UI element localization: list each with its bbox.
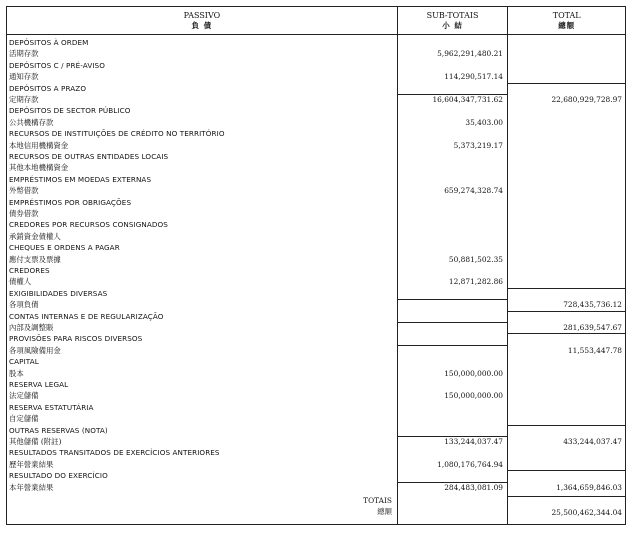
row-subtotal bbox=[397, 231, 507, 242]
row-pt bbox=[6, 333, 626, 344]
row-subtotal: 16,604,347,731.62 bbox=[432, 95, 503, 104]
row-pt bbox=[6, 379, 626, 390]
row-pt bbox=[6, 128, 626, 139]
row-label-pt: CHEQUES E ORDENS A PAGAR bbox=[9, 243, 120, 253]
row-label-pt: CREDORES bbox=[9, 266, 50, 275]
row-pt bbox=[6, 60, 626, 71]
row-label-pt: RECURSOS DE INSTITUIÇÕES DE CRÉDITO NO TERRITÓRIO bbox=[9, 129, 225, 139]
row-label-zh: 其他本地機構資金 bbox=[9, 163, 69, 173]
row-pt bbox=[6, 242, 626, 253]
row-subtotal: 150,000,000.00 bbox=[444, 391, 503, 401]
row-total bbox=[507, 208, 625, 219]
row-zh bbox=[6, 71, 626, 82]
row-zh bbox=[6, 345, 626, 356]
row-subtotal: 5,373,219.17 bbox=[453, 140, 503, 150]
row-zh bbox=[6, 48, 626, 59]
row-label-pt: DEPÓSITOS A PRAZO bbox=[9, 83, 87, 93]
row-label-zh: 債券借款 bbox=[9, 209, 39, 218]
row-total bbox=[507, 231, 625, 242]
row-subtotal bbox=[397, 162, 507, 173]
row-pt bbox=[6, 83, 626, 94]
row-pt bbox=[6, 356, 626, 367]
row-pt bbox=[6, 402, 626, 413]
row-total bbox=[507, 162, 625, 173]
row-total: 11,553,447.78 bbox=[567, 345, 622, 355]
row-pt bbox=[6, 311, 626, 322]
subtotal-rule bbox=[397, 482, 507, 483]
header-passivo-zh: 負 債 bbox=[191, 20, 213, 30]
row-pt bbox=[6, 219, 626, 230]
header-total-pt: TOTAL bbox=[552, 10, 581, 20]
row-zh bbox=[6, 162, 626, 173]
row-pt bbox=[6, 265, 626, 276]
row-zh bbox=[6, 208, 626, 219]
row-subtotal: 1,080,176,764.94 bbox=[437, 459, 503, 469]
row-label-pt: DEPÓSITOS DE SECTOR PÚBLICO bbox=[9, 106, 131, 116]
row-label-zh: 股本 bbox=[9, 368, 24, 378]
totals-rule bbox=[507, 496, 625, 497]
row-zh bbox=[6, 117, 626, 128]
row-zh bbox=[6, 231, 626, 242]
row-zh bbox=[6, 276, 626, 287]
row-label-pt: RESERVA ESTATUTÁRIA bbox=[9, 402, 94, 412]
row-label-zh: 公共機構存款 bbox=[9, 117, 54, 127]
table-header bbox=[6, 6, 626, 35]
row-label-zh: 各項負債 bbox=[9, 300, 39, 310]
bottom-border bbox=[6, 524, 626, 525]
row-total bbox=[507, 117, 625, 128]
row-total bbox=[507, 459, 625, 470]
row-total: 433,244,037.47 bbox=[563, 437, 622, 446]
row-pt bbox=[6, 447, 626, 458]
row-subtotal: 133,244,037.47 bbox=[444, 437, 503, 446]
row-subtotal: 5,962,291,480.21 bbox=[437, 49, 503, 59]
row-label-zh: 外幣借款 bbox=[9, 186, 39, 196]
row-zh bbox=[6, 140, 626, 151]
row-subtotal: 659,274,328.74 bbox=[444, 186, 503, 196]
row-total: 22,680,929,728.97 bbox=[551, 95, 622, 104]
totais-label-pt: TOTAIS bbox=[363, 496, 392, 505]
total-rule bbox=[507, 425, 625, 426]
header-total bbox=[508, 7, 626, 34]
row-label-zh: 承銷資金債權人 bbox=[9, 231, 61, 241]
row-total bbox=[507, 140, 625, 151]
row-label-zh: 通知存款 bbox=[9, 72, 39, 82]
totais-label-zh: 總額 bbox=[377, 507, 392, 516]
row-label-zh: 其他儲備 (附註) bbox=[9, 437, 62, 446]
row-zh bbox=[6, 254, 626, 265]
subtotal-rule bbox=[397, 322, 507, 323]
header-subtotais bbox=[398, 7, 509, 34]
table-body bbox=[6, 35, 626, 524]
total-rule bbox=[507, 333, 625, 334]
row-label-zh: 活期存款 bbox=[9, 49, 39, 59]
row-zh bbox=[6, 390, 626, 401]
row-zh bbox=[6, 322, 626, 333]
row-total bbox=[507, 185, 625, 196]
subtotal-rule bbox=[397, 345, 507, 346]
row-subtotal: 50,881,502.35 bbox=[448, 254, 503, 264]
row-label-pt: RESULTADOS TRANSITADOS DE EXERCÍCIOS ANTERIORES bbox=[9, 448, 220, 458]
row-label-pt: RESULTADO DO EXERCÍCIO bbox=[9, 471, 108, 481]
total-rule bbox=[507, 311, 625, 312]
row-total bbox=[507, 276, 625, 287]
row-subtotal: 150,000,000.00 bbox=[444, 368, 503, 378]
row-total: 281,639,547.67 bbox=[563, 323, 622, 332]
row-label-pt: DEPÓSITOS À ORDEM bbox=[9, 38, 89, 47]
row-label-pt: EMPRÉSTIMOS EM MOEDAS EXTERNAS bbox=[9, 174, 152, 184]
row-total bbox=[507, 254, 625, 265]
row-total: 1,364,659,846.03 bbox=[556, 482, 622, 492]
row-subtotal bbox=[397, 345, 507, 356]
row-subtotal bbox=[397, 208, 507, 219]
row-subtotal bbox=[397, 299, 507, 310]
row-subtotal: 114,290,517.14 bbox=[444, 72, 503, 82]
row-label-pt: CAPITAL bbox=[9, 357, 39, 367]
row-pt bbox=[6, 470, 626, 481]
row-label-zh: 歷年營業結果 bbox=[9, 459, 54, 469]
row-label-pt: RECURSOS DE OUTRAS ENTIDADES LOCAIS bbox=[9, 152, 169, 161]
row-pt bbox=[6, 288, 626, 299]
subtotal-rule bbox=[397, 94, 507, 95]
total-rule bbox=[507, 470, 625, 471]
row-subtotal: 12,871,282.86 bbox=[448, 277, 503, 287]
row-label-pt: RESERVA LEGAL bbox=[9, 380, 69, 389]
row-label-pt: OUTRAS RESERVAS (NOTA) bbox=[9, 425, 108, 435]
row-pt bbox=[6, 197, 626, 208]
row-pt bbox=[6, 174, 626, 185]
row-zh bbox=[6, 299, 626, 310]
row-label-pt: DEPÓSITOS C / PRÉ-AVISO bbox=[9, 60, 105, 70]
row-label-zh: 各項風險備用金 bbox=[9, 345, 61, 355]
row-total bbox=[507, 71, 625, 82]
row-subtotal bbox=[397, 413, 507, 424]
row-label-zh: 定期存款 bbox=[9, 95, 39, 104]
row-label-zh: 本地信用機構資金 bbox=[9, 140, 69, 150]
total-rule bbox=[507, 83, 625, 84]
header-subtotais-pt: SUB-TOTAIS bbox=[426, 10, 479, 20]
row-total bbox=[507, 368, 625, 379]
row-zh bbox=[6, 436, 626, 447]
totais-value: 25,500,462,344.04 bbox=[551, 508, 622, 517]
row-label-pt: EXIGIBILIDADES DIVERSAS bbox=[9, 288, 108, 298]
row-subtotal bbox=[397, 322, 507, 333]
header-subtotais-zh: 小 結 bbox=[442, 20, 463, 30]
row-pt bbox=[6, 37, 626, 48]
row-zh bbox=[6, 482, 626, 493]
row-label-pt: EMPRÉSTIMOS POR OBRIGAÇÕES bbox=[9, 197, 132, 207]
row-total bbox=[507, 413, 625, 424]
row-label-pt: PROVISÕES PARA RISCOS DIVERSOS bbox=[9, 334, 143, 344]
row-zh bbox=[6, 459, 626, 470]
row-subtotal: 35,403.00 bbox=[465, 117, 503, 127]
row-total bbox=[507, 48, 625, 59]
row-label-zh: 債權人 bbox=[9, 277, 32, 287]
row-zh bbox=[6, 185, 626, 196]
liabilities-table bbox=[6, 6, 626, 524]
header-passivo-pt: PASSIVO bbox=[183, 10, 221, 20]
row-label-pt: CONTAS INTERNAS E DE REGULARIZAÇÃO bbox=[9, 311, 164, 321]
header-total-zh: 總額 bbox=[558, 20, 576, 30]
row-zh bbox=[6, 413, 626, 424]
row-label-zh: 自定儲備 bbox=[9, 414, 39, 424]
row-label-zh: 應付支票及票據 bbox=[9, 254, 61, 264]
subtotal-rule bbox=[397, 299, 507, 300]
row-pt bbox=[6, 425, 626, 436]
row-subtotal: 284,483,081.09 bbox=[444, 482, 503, 492]
row-label-pt: CREDORES POR RECURSOS CONSIGNADOS bbox=[9, 220, 168, 230]
totais-label bbox=[336, 495, 392, 517]
total-rule bbox=[507, 288, 625, 289]
row-label-zh: 內部及調整賬 bbox=[9, 323, 54, 332]
row-zh bbox=[6, 94, 626, 105]
row-label-zh: 法定儲備 bbox=[9, 391, 39, 401]
header-passivo bbox=[6, 7, 398, 34]
row-zh bbox=[6, 368, 626, 379]
row-label-zh: 本年營業結果 bbox=[9, 482, 54, 492]
row-pt bbox=[6, 105, 626, 116]
row-total bbox=[507, 390, 625, 401]
subtotal-rule bbox=[397, 436, 507, 437]
row-pt bbox=[6, 151, 626, 162]
row-total: 728,435,736.12 bbox=[563, 300, 622, 310]
